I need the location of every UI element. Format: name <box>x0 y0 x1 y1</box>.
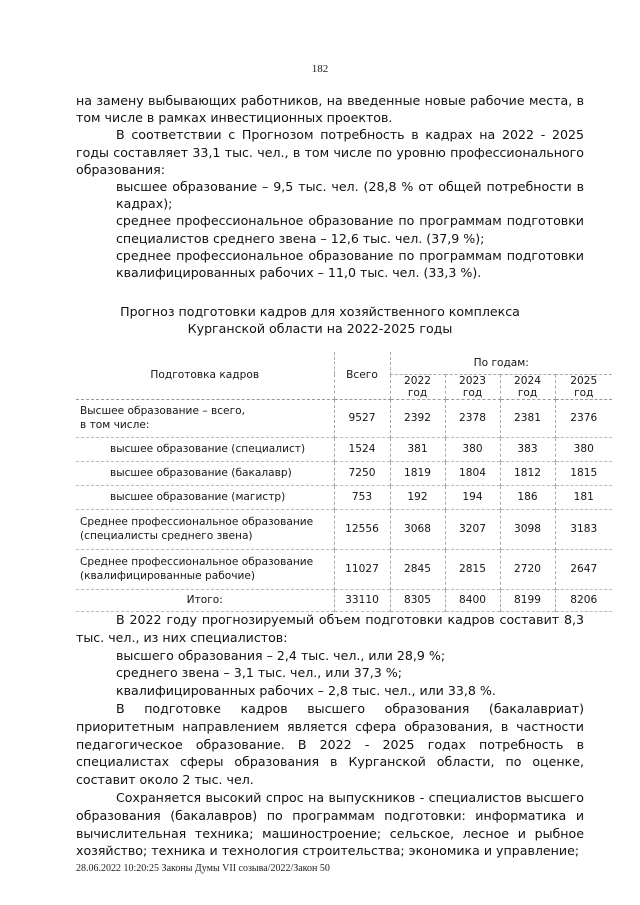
year-value: 186 <box>500 485 555 509</box>
table-row <box>76 549 612 589</box>
year-value: 8199 <box>500 589 555 611</box>
header-year: 2025 год <box>555 374 612 399</box>
list-paragraph: среднее профессиональное образование по программам подготовки квалифицированных рабочих – 11,0 тыс. чел. (33,3 %). <box>116 247 584 281</box>
year-value: 194 <box>445 485 500 509</box>
row-label: Итого: <box>186 594 223 606</box>
table-row <box>76 399 612 437</box>
paragraph: на замену выбывающих работников, на введенные новые рабочие места, в том числе в рамках инвестиционных проектов. <box>76 93 584 126</box>
table-row <box>76 589 612 611</box>
year-value: 2720 <box>500 549 555 589</box>
year-value: 2378 <box>445 399 500 437</box>
row-total: 753 <box>334 485 390 509</box>
year-value: 2392 <box>390 399 445 437</box>
row-total: 33110 <box>334 589 390 611</box>
header-by-years: По годам: <box>390 352 612 374</box>
footer-stamp: 28.06.2022 10:20:25 Законы Думы VII созыва/2022/Закон 50 <box>76 863 330 874</box>
list-paragraph: среднее профессиональное образование по программам подготовки специалистов среднего звена – 12,6 тыс. чел. (37,9 %); <box>116 213 584 246</box>
row-total: 7250 <box>334 461 390 485</box>
forecast-table <box>76 352 612 612</box>
header-year: 2022 год <box>390 374 445 399</box>
year-value: 381 <box>390 437 445 461</box>
year-value: 181 <box>555 485 612 509</box>
year-value: 1812 <box>500 461 555 485</box>
row-label: высшее образование (специалист) <box>110 443 306 455</box>
year-value: 3207 <box>445 509 500 549</box>
header-training: Подготовка кадров <box>76 352 334 399</box>
row-total: 12556 <box>334 509 390 549</box>
year-value: 2845 <box>390 549 445 589</box>
table-row <box>76 485 612 509</box>
year-value: 192 <box>390 485 445 509</box>
year-value: 383 <box>500 437 555 461</box>
year-value: 3183 <box>555 509 612 549</box>
year-value: 8400 <box>445 589 500 611</box>
row-label: высшее образование (бакалавр) <box>110 467 292 479</box>
row-label: Среднее профессиональное образование (квалифицированные рабочие) <box>80 556 314 582</box>
row-label: высшее образование (магистр) <box>110 491 286 503</box>
list-paragraph: среднего звена – 3,1 тыс. чел., или 37,3 %; <box>116 665 402 681</box>
paragraph: В 2022 году прогнозируемый объем подготовки кадров составит 8,3 тыс. чел., из них специалистов: <box>76 612 584 645</box>
row-label: Высшее образование – всего, в том числе: <box>80 405 245 431</box>
after-text <box>76 611 584 860</box>
row-total: 1524 <box>334 437 390 461</box>
list-paragraph: высшее образование – 9,5 тыс. чел. (28,8 % от общей потребности в кадрах); <box>116 179 584 212</box>
row-label: Среднее профессиональное образование (специалисты среднего звена) <box>80 516 314 542</box>
header-year: 2023 год <box>445 374 500 399</box>
year-value: 2381 <box>500 399 555 437</box>
year-value: 3068 <box>390 509 445 549</box>
year-value: 380 <box>445 437 500 461</box>
list-paragraph: квалифицированных рабочих – 2,8 тыс. чел., или 33,8 %. <box>116 683 496 699</box>
year-value: 8206 <box>555 589 612 611</box>
table-title-line: Курганской области на 2022-2025 годы <box>187 321 453 336</box>
year-value: 2376 <box>555 399 612 437</box>
year-value: 2815 <box>445 549 500 589</box>
table-row <box>76 461 612 485</box>
table-row <box>76 509 612 549</box>
year-value: 380 <box>555 437 612 461</box>
paragraph: В соответствии с Прогнозом потребность в кадрах на 2022 - 2025 годы составляет 33,1 тыс. чел., в том числе по уровню профессионального образования: <box>76 127 584 177</box>
year-value: 1819 <box>390 461 445 485</box>
header-total: Всего <box>334 352 390 399</box>
list-paragraph: высшего образования – 2,4 тыс. чел., или 28,9 %; <box>116 647 446 663</box>
table-row <box>76 437 612 461</box>
paragraph: В подготовке кадров высшего образования (бакалавриат) приоритетным направлением является сфера образования, в частности педагогическое образование. В 2022 - 2025 годах потребность в специалистах сферы образования в Курганской области, по оценке, составит около 2 тыс. чел. <box>76 700 584 788</box>
row-total: 11027 <box>334 549 390 589</box>
year-value: 1815 <box>555 461 612 485</box>
year-value: 8305 <box>390 589 445 611</box>
year-value: 3098 <box>500 509 555 549</box>
row-total: 9527 <box>334 399 390 437</box>
table-title <box>0 303 640 337</box>
header-year: 2024 год <box>500 374 555 399</box>
table-title-line: Прогноз подготовки кадров для хозяйственного комплекса <box>120 304 520 319</box>
intro-text <box>76 92 584 281</box>
table-body <box>76 399 612 611</box>
page-number: 182 <box>311 63 329 75</box>
year-value: 2647 <box>555 549 612 589</box>
paragraph: Сохраняется высокий спрос на выпускников - специалистов высшего образования (бакалавров) по программам подготовки: информатика и вычислительная техника; машиностроение; сельское, лесное и рыбное хозяйство; техника и технология строительства; экономика и управление; <box>76 789 584 859</box>
year-value: 1804 <box>445 461 500 485</box>
